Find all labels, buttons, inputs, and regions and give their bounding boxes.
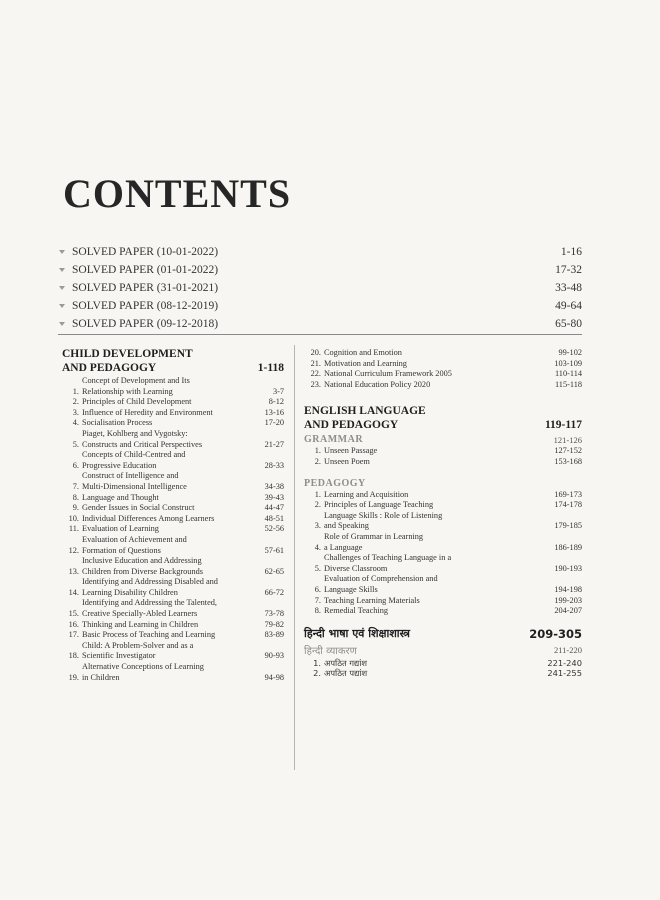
column-divider: [294, 345, 295, 770]
triangle-bullet-icon: [58, 267, 64, 273]
entry-number: 1.: [313, 657, 321, 668]
toc-entry[interactable]: [62, 524, 284, 535]
entry-number: 6.: [314, 584, 321, 594]
entry-title: Principles of Child Development: [82, 397, 192, 407]
entry-pages: 115-118: [554, 379, 582, 389]
entry-title: Piaget, Kohlberg and Vygotsky: Constructs and Critical Perspectives: [82, 428, 203, 449]
toc-entry[interactable]: [62, 514, 284, 525]
section-page-range: 209-305: [529, 626, 582, 641]
entry-pages: 99-102: [558, 348, 582, 357]
entry-title: Evaluation of Achievement and Formation of Questions: [82, 534, 187, 555]
subsection-page-range: 121-126: [553, 434, 582, 445]
toc-entry[interactable]: [62, 418, 284, 429]
toc-entry[interactable]: [62, 471, 284, 492]
toc-entry[interactable]: [304, 348, 582, 359]
toc-entry[interactable]: [304, 532, 582, 553]
entry-number: 1.: [314, 489, 321, 499]
entry-number: 17.: [68, 630, 79, 640]
english-pedagogy-items: [304, 490, 582, 617]
entry-pages: 57-61: [264, 545, 284, 555]
entry-title: Concept of Development and Its Relationship with Learning: [82, 376, 190, 396]
entry-title: Language Skills : Role of Listening and Speaking: [324, 510, 443, 531]
toc-entry[interactable]: [62, 397, 284, 408]
entry-number: 3.: [314, 521, 321, 531]
entry-pages: 179-185: [554, 521, 582, 531]
entry-pages: 127-152: [554, 446, 582, 456]
entry-pages: 48-51: [264, 513, 284, 523]
entry-number: 21.: [310, 358, 321, 368]
entry-number: 3.: [72, 407, 79, 417]
entry-title: Alternative Conceptions of Learning in Children: [82, 662, 204, 682]
toc-entry[interactable]: [304, 457, 582, 468]
subsection-title: GRAMMAR: [304, 434, 364, 446]
entry-number: 15.: [68, 609, 79, 619]
entry-number: 23.: [310, 379, 321, 389]
english-grammar-items: [304, 446, 582, 467]
toc-entry[interactable]: [62, 641, 284, 662]
entry-pages: 194-198: [554, 584, 582, 594]
solved-paper-row[interactable]: [58, 315, 582, 333]
solved-paper-label: SOLVED PAPER (31-01-2021): [72, 282, 219, 294]
solved-paper-pages: 49-64: [555, 300, 582, 312]
section-page-range: 1-118: [257, 362, 284, 374]
toc-entry[interactable]: [304, 596, 582, 607]
entry-pages: 34-38: [264, 481, 284, 491]
solved-paper-row[interactable]: [58, 279, 582, 297]
subsection-title: हिन्दी व्याकरण: [304, 645, 357, 657]
entry-pages: 94-98: [264, 672, 284, 682]
entry-number: 22.: [310, 369, 321, 379]
entry-title: Motivation and Learning: [324, 358, 407, 368]
section-heading-english[interactable]: [304, 404, 582, 432]
entry-pages: 110-114: [554, 369, 582, 379]
toc-entry[interactable]: [62, 450, 284, 471]
entry-number: 6.: [72, 460, 79, 470]
entry-pages: 204-207: [554, 606, 582, 616]
entry-number: 5.: [72, 439, 79, 449]
entry-pages: 21-27: [264, 439, 284, 449]
entry-pages: 66-72: [264, 587, 284, 597]
solved-paper-label: SOLVED PAPER (09-12-2018): [72, 318, 219, 330]
entry-title: Identifying and Addressing Disabled and Learning Disability Children: [82, 577, 218, 597]
entry-number: 2.: [314, 500, 321, 510]
entry-number: 8.: [72, 492, 79, 502]
section-heading-child-development[interactable]: [62, 347, 284, 375]
entry-number: 20.: [310, 348, 321, 357]
entry-title: Role of Grammar in Learning a Language: [324, 531, 424, 552]
entry-number: 13.: [68, 566, 79, 576]
entry-title: Socialisation Process: [82, 418, 153, 428]
subsection-heading-grammar[interactable]: [304, 434, 582, 445]
solved-paper-label: SOLVED PAPER (10-01-2022): [72, 246, 219, 258]
toc-entry[interactable]: [62, 493, 284, 504]
toc-entry[interactable]: [62, 376, 284, 397]
solved-paper-row[interactable]: [58, 243, 582, 261]
entry-number: 1.: [72, 386, 79, 396]
entry-title: Unseen Passage: [324, 446, 378, 456]
page-title: CONTENTS: [63, 171, 292, 216]
entry-pages: 221-240: [547, 657, 582, 668]
entry-pages: 28-33: [264, 460, 284, 470]
entry-pages: 153-168: [554, 456, 582, 466]
entry-number: 9.: [72, 503, 79, 513]
entry-title: Concepts of Child-Centred and Progressive Education: [82, 450, 186, 470]
solved-paper-row[interactable]: [58, 297, 582, 315]
section-title: हिन्दी भाषा एवं शिक्षाशास्त्र: [304, 626, 411, 640]
entry-pages: 62-65: [264, 566, 284, 576]
entry-pages: 13-16: [264, 407, 284, 417]
toc-entry[interactable]: [304, 380, 582, 391]
entry-title: Inclusive Education and Addressing Children from Diverse Backgrounds: [82, 556, 203, 576]
solved-paper-label: SOLVED PAPER (01-01-2022): [72, 264, 219, 276]
entry-pages: 199-203: [554, 595, 582, 605]
entry-number: 16.: [68, 619, 79, 629]
toc-entry[interactable]: [304, 658, 582, 669]
entry-title: अपठित गद्यांश: [324, 657, 368, 668]
toc-entry[interactable]: [304, 668, 582, 679]
child-development-items: [62, 376, 284, 683]
entry-pages: 73-78: [264, 609, 284, 619]
toc-entry[interactable]: [304, 500, 582, 511]
triangle-bullet-icon: [58, 285, 64, 291]
entry-number: 8.: [314, 606, 321, 616]
solved-paper-pages: 65-80: [555, 318, 582, 330]
toc-entry[interactable]: [62, 503, 284, 514]
entry-title: Language and Thought: [82, 492, 159, 502]
entry-number: 5.: [314, 563, 321, 573]
solved-papers-list: [58, 243, 582, 333]
entry-title: Gender Issues in Social Construct: [82, 503, 195, 513]
toc-entry[interactable]: [62, 662, 284, 683]
section-divider: [58, 334, 582, 335]
entry-title: Principles of Language Teaching: [324, 500, 434, 510]
triangle-bullet-icon: [58, 249, 64, 255]
toc-entry[interactable]: [304, 574, 582, 595]
entry-number: 4.: [314, 542, 321, 552]
entry-pages: 39-43: [264, 492, 284, 502]
entry-pages: 3-7: [272, 386, 284, 396]
hindi-grammar-items: [304, 658, 582, 679]
right-column: [304, 347, 582, 679]
subsection-title: PEDAGOGY: [304, 477, 366, 489]
toc-entry[interactable]: [304, 490, 582, 501]
entry-number: 1.: [314, 446, 321, 456]
entry-number: 11.: [68, 524, 79, 534]
entry-number: 2.: [313, 668, 321, 679]
entry-pages: 169-173: [554, 489, 582, 499]
entry-pages: 103-109: [554, 358, 582, 368]
entry-title: Cognition and Emotion: [324, 348, 402, 357]
toc-entry[interactable]: [304, 359, 582, 370]
solved-paper-row[interactable]: [58, 261, 582, 279]
entry-pages: 186-189: [554, 542, 582, 552]
entry-number: 4.: [72, 418, 79, 428]
entry-pages: 90-93: [264, 651, 284, 661]
entry-pages: 52-56: [264, 524, 284, 534]
toc-entry[interactable]: [62, 630, 284, 641]
entry-pages: 83-89: [264, 630, 284, 640]
toc-entry[interactable]: [62, 620, 284, 631]
entry-number: 14.: [68, 587, 79, 597]
section-title: CHILD DEVELOPMENT AND PEDAGOGY: [62, 348, 193, 374]
entry-title: Construct of Intelligence and Multi-Dimensional Intelligence: [82, 471, 187, 491]
solved-paper-label: SOLVED PAPER (08-12-2019): [72, 300, 219, 312]
entry-number: 19.: [68, 672, 79, 682]
entry-title: Learning and Acquisition: [324, 489, 409, 499]
entry-title: अपठित पद्यांश: [324, 668, 368, 679]
entry-title: Unseen Poem: [324, 456, 370, 466]
section-page-range: 119-117: [544, 419, 582, 432]
entry-pages: 79-82: [264, 619, 284, 629]
entry-title: Remedial Teaching: [324, 606, 389, 616]
entry-title: Teaching Learning Materials: [324, 595, 420, 605]
entry-number: 7.: [314, 595, 321, 605]
subsection-heading-hindi-grammar[interactable]: [304, 643, 582, 657]
toc-entry[interactable]: [304, 606, 582, 617]
toc-entry[interactable]: [304, 369, 582, 380]
entry-number: 2.: [72, 397, 79, 407]
section-heading-hindi[interactable]: [304, 627, 582, 641]
entry-title: Individual Differences Among Learners: [82, 513, 215, 523]
triangle-bullet-icon: [58, 303, 64, 309]
entry-number: 10.: [68, 513, 79, 523]
solved-paper-pages: 33-48: [555, 282, 582, 294]
entry-title: Challenges of Teaching Language in a Diverse Classroom: [324, 553, 452, 573]
toc-entry[interactable]: [62, 598, 284, 619]
section-title: ENGLISH LANGUAGE AND PEDAGOGY: [304, 405, 426, 432]
entry-number: 12.: [68, 545, 79, 555]
entry-title: Evaluation of Learning: [82, 524, 159, 534]
entry-title: Influence of Heredity and Environment: [82, 407, 213, 417]
left-column: [62, 347, 284, 683]
entry-title: Evaluation of Comprehension and Language Skills: [324, 574, 438, 594]
entry-number: 7.: [72, 481, 79, 491]
toc-entry[interactable]: [62, 577, 284, 598]
entry-title: National Education Policy 2020: [324, 379, 431, 389]
solved-paper-pages: 17-32: [555, 264, 582, 276]
toc-entry[interactable]: [62, 429, 284, 450]
subsection-page-range: 211-220: [553, 644, 582, 655]
entry-pages: 190-193: [554, 563, 582, 573]
subsection-heading-pedagogy[interactable]: [304, 478, 582, 489]
triangle-bullet-icon: [58, 321, 64, 327]
entry-number: 2.: [314, 456, 321, 466]
entry-title: Identifying and Addressing the Talented, Creative Specially-Abled Learners: [82, 598, 217, 619]
solved-paper-pages: 1-16: [560, 246, 582, 258]
toc-entry[interactable]: [62, 408, 284, 419]
entry-title: Basic Process of Teaching and Learning: [82, 630, 216, 640]
entry-title: Child: A Problem-Solver and as a Scientific Investigator: [82, 640, 194, 661]
entry-title: National Curriculum Framework 2005: [324, 369, 452, 379]
entry-pages: 241-255: [547, 668, 582, 679]
toc-entry[interactable]: [304, 511, 582, 532]
entry-number: 18.: [68, 651, 79, 661]
toc-entry[interactable]: [304, 446, 582, 457]
entry-pages: 17-20: [264, 418, 284, 428]
entry-pages: 174-178: [554, 500, 582, 510]
toc-entry[interactable]: [62, 535, 284, 556]
toc-entry[interactable]: [62, 556, 284, 577]
entry-title: Thinking and Learning in Children: [82, 619, 199, 629]
entry-pages: 44-47: [264, 503, 284, 513]
child-development-continued-items: [304, 348, 582, 390]
toc-entry[interactable]: [304, 553, 582, 574]
entry-pages: 8-12: [268, 397, 284, 407]
